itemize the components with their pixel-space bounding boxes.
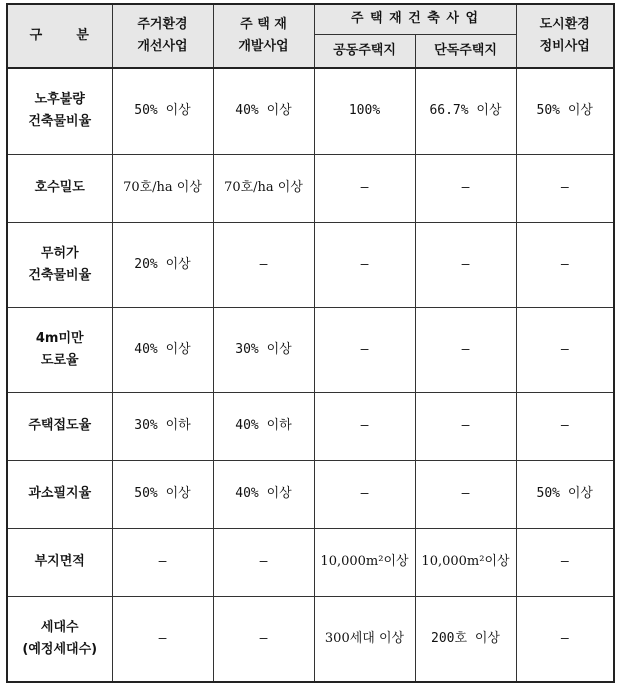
cell-c2: – — [213, 596, 314, 682]
cell-c3a: – — [314, 392, 415, 460]
header-c1-line1: 주거환경 — [137, 17, 188, 32]
cell-c2: 30% 이상 — [213, 307, 314, 392]
table-row — [7, 392, 614, 460]
row-label-line1: 세대수 — [40, 619, 79, 635]
cell-c3b: – — [415, 392, 516, 460]
row-label-line1: 과소필지율 — [28, 486, 92, 501]
header-c3-label: 주 택 재 건 축 사 업 — [350, 11, 480, 27]
header-c1-line2: 개선사업 — [137, 39, 188, 54]
cell-c3a: – — [314, 222, 415, 307]
cell-c3b: 200호 이상 — [415, 596, 516, 682]
header-subcol-detached-site — [415, 34, 516, 68]
row-label — [7, 222, 112, 307]
row-label — [7, 528, 112, 596]
cell-c2: 40% 이상 — [213, 68, 314, 154]
cell-c3b: – — [415, 154, 516, 222]
cell-c1: 20% 이상 — [112, 222, 213, 307]
cell-c1: 30% 이하 — [112, 392, 213, 460]
row-label-line2: (예정세대수) — [22, 641, 98, 657]
cell-c2: – — [213, 528, 314, 596]
row-label-line1: 부지면적 — [34, 554, 85, 569]
table-row — [7, 68, 614, 154]
header-c3a-label: 공동주택지 — [333, 42, 396, 58]
header-col-urban-environment — [516, 4, 614, 68]
row-label-line1: 무허가 — [40, 245, 79, 261]
header-col-housing-reconstruction — [314, 4, 516, 34]
row-label-line1: 4m미만 — [35, 330, 84, 346]
cell-c3a: 10,000m²이상 — [314, 528, 415, 596]
cell-c4: 50% 이상 — [516, 68, 614, 154]
cell-c3a: – — [314, 154, 415, 222]
cell-c3b: 66.7% 이상 — [415, 68, 516, 154]
row-label-line1: 호수밀도 — [34, 180, 85, 195]
row-label-line1: 노후불량 — [34, 92, 85, 108]
header-category-label: 구 분 — [29, 28, 90, 43]
row-label — [7, 307, 112, 392]
header-col-housing-redevelopment — [213, 4, 314, 68]
header-c4-line2: 정비사업 — [539, 39, 590, 54]
row-label — [7, 154, 112, 222]
cell-c4: – — [516, 528, 614, 596]
table-row — [7, 596, 614, 682]
cell-c4: – — [516, 392, 614, 460]
criteria-table — [6, 3, 615, 683]
row-label — [7, 392, 112, 460]
cell-c4: – — [516, 596, 614, 682]
header-c2-line1: 주 택 재 — [240, 17, 287, 32]
row-label-line2: 건축물비율 — [28, 267, 92, 283]
table-row — [7, 222, 614, 307]
cell-c3b: – — [415, 460, 516, 528]
row-label — [7, 68, 112, 154]
header-category — [7, 4, 112, 68]
cell-c3a: 100% — [314, 68, 415, 154]
table-row — [7, 528, 614, 596]
row-label-line1: 주택접도율 — [28, 418, 92, 433]
header-c3b-label: 단독주택지 — [434, 42, 497, 58]
table-row — [7, 460, 614, 528]
cell-c3a: 300세대 이상 — [314, 596, 415, 682]
cell-c1: – — [112, 528, 213, 596]
cell-c2: 40% 이상 — [213, 460, 314, 528]
cell-c1: – — [112, 596, 213, 682]
cell-c1: 40% 이상 — [112, 307, 213, 392]
cell-c3b: – — [415, 307, 516, 392]
cell-c2: 70호/ha 이상 — [213, 154, 314, 222]
row-label — [7, 596, 112, 682]
cell-c3b: – — [415, 222, 516, 307]
cell-c2: – — [213, 222, 314, 307]
cell-c1: 50% 이상 — [112, 460, 213, 528]
table-row — [7, 154, 614, 222]
cell-c3b: 10,000m²이상 — [415, 528, 516, 596]
header-c2-line2: 개발사업 — [238, 39, 289, 54]
table-row — [7, 307, 614, 392]
cell-c4: – — [516, 154, 614, 222]
cell-c1: 70호/ha 이상 — [112, 154, 213, 222]
cell-c4: – — [516, 222, 614, 307]
cell-c1: 50% 이상 — [112, 68, 213, 154]
cell-c4: 50% 이상 — [516, 460, 614, 528]
row-label — [7, 460, 112, 528]
header-col-residential-improvement — [112, 4, 213, 68]
cell-c4: – — [516, 307, 614, 392]
cell-c2: 40% 이하 — [213, 392, 314, 460]
header-subcol-apartment-site — [314, 34, 415, 68]
cell-c3a: – — [314, 307, 415, 392]
header-c4-line1: 도시환경 — [539, 17, 590, 32]
cell-c3a: – — [314, 460, 415, 528]
row-label-line2: 건축물비율 — [28, 114, 92, 130]
row-label-line2: 도로율 — [40, 352, 79, 368]
